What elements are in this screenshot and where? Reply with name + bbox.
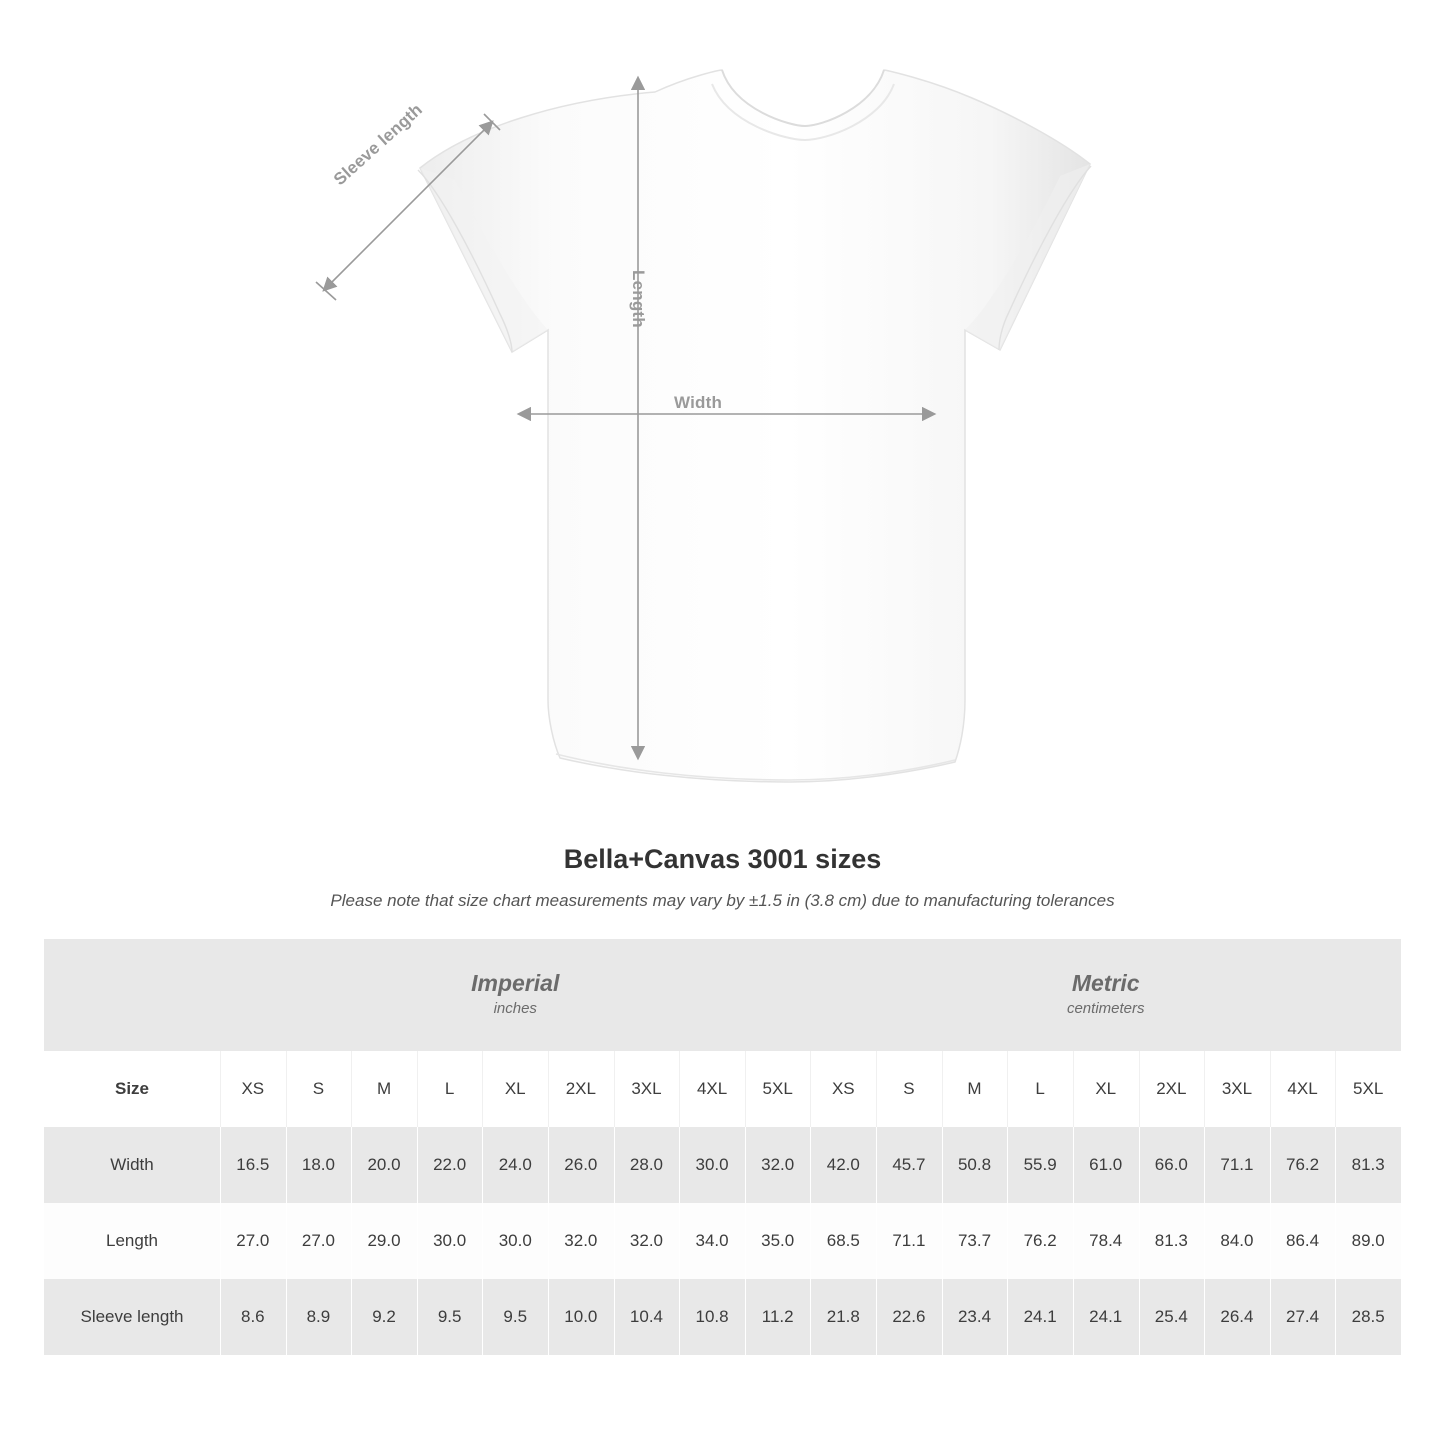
cell-sleeve-9: 21.8	[810, 1279, 876, 1355]
cell-length-5: 32.0	[548, 1203, 614, 1279]
cell-sleeve-15: 26.4	[1204, 1279, 1270, 1355]
cell-length-6: 32.0	[614, 1203, 680, 1279]
size-col-2xl-metric: 2XL	[1139, 1051, 1205, 1127]
cell-length-10: 71.1	[876, 1203, 942, 1279]
cell-sleeve-16: 27.4	[1270, 1279, 1336, 1355]
table-row	[44, 1203, 1401, 1279]
size-col-xl-metric: XL	[1073, 1051, 1139, 1127]
size-col-xl-imperial: XL	[482, 1051, 548, 1127]
cell-width-15: 71.1	[1204, 1127, 1270, 1203]
table-row	[44, 1279, 1401, 1355]
size-col-xs-metric: XS	[810, 1051, 876, 1127]
cell-length-3: 30.0	[417, 1203, 483, 1279]
table-row	[44, 1127, 1401, 1203]
unit-header-imperial	[220, 939, 810, 1051]
cell-width-0: 16.5	[220, 1127, 286, 1203]
size-col-m-metric: M	[942, 1051, 1008, 1127]
size-col-m-imperial: M	[351, 1051, 417, 1127]
page-title: Bella+Canvas 3001 sizes	[563, 844, 882, 874]
size-table-container	[44, 939, 1401, 1355]
cell-width-16: 76.2	[1270, 1127, 1336, 1203]
cell-width-1: 18.0	[286, 1127, 352, 1203]
cell-sleeve-8: 11.2	[745, 1279, 811, 1355]
cell-width-5: 26.0	[548, 1127, 614, 1203]
size-col-5xl-imperial: 5XL	[745, 1051, 811, 1127]
cell-length-11: 73.7	[942, 1203, 1008, 1279]
cell-sleeve-17: 28.5	[1335, 1279, 1401, 1355]
cell-length-0: 27.0	[220, 1203, 286, 1279]
cell-width-2: 20.0	[351, 1127, 417, 1203]
cell-length-9: 68.5	[810, 1203, 876, 1279]
imperial-name: Imperial	[471, 969, 560, 996]
size-col-xs-imperial: XS	[220, 1051, 286, 1127]
row-label-width: Width	[44, 1127, 220, 1203]
size-col-4xl-metric: 4XL	[1270, 1051, 1336, 1127]
cell-width-13: 61.0	[1073, 1127, 1139, 1203]
size-table	[44, 939, 1401, 1355]
unit-header-metric	[810, 939, 1401, 1051]
unit-header-row	[44, 939, 1401, 1051]
cell-width-17: 81.3	[1335, 1127, 1401, 1203]
row-label-length: Length	[44, 1203, 220, 1279]
cell-width-6: 28.0	[614, 1127, 680, 1203]
cell-width-8: 32.0	[745, 1127, 811, 1203]
cell-sleeve-7: 10.8	[679, 1279, 745, 1355]
cell-width-11: 50.8	[942, 1127, 1008, 1203]
cell-sleeve-1: 8.9	[286, 1279, 352, 1355]
cell-sleeve-12: 24.1	[1007, 1279, 1073, 1355]
cell-length-8: 35.0	[745, 1203, 811, 1279]
imperial-sub: inches	[493, 1000, 537, 1018]
cell-length-1: 27.0	[286, 1203, 352, 1279]
size-col-s-metric: S	[876, 1051, 942, 1127]
size-col-l-imperial: L	[417, 1051, 483, 1127]
cell-length-13: 78.4	[1073, 1203, 1139, 1279]
cell-width-7: 30.0	[679, 1127, 745, 1203]
cell-width-12: 55.9	[1007, 1127, 1073, 1203]
size-header-label: Size	[44, 1051, 220, 1127]
cell-sleeve-5: 10.0	[548, 1279, 614, 1355]
cell-length-17: 89.0	[1335, 1203, 1401, 1279]
cell-sleeve-3: 9.5	[417, 1279, 483, 1355]
cell-sleeve-10: 22.6	[876, 1279, 942, 1355]
unit-header-spacer	[44, 939, 220, 1051]
cell-length-2: 29.0	[351, 1203, 417, 1279]
cell-sleeve-14: 25.4	[1139, 1279, 1205, 1355]
cell-length-12: 76.2	[1007, 1203, 1073, 1279]
size-col-4xl-imperial: 4XL	[679, 1051, 745, 1127]
size-chart-heading	[0, 844, 1445, 911]
shirt-body-shape	[418, 70, 1091, 782]
size-col-l-metric: L	[1007, 1051, 1073, 1127]
size-col-5xl-metric: 5XL	[1335, 1051, 1401, 1127]
cell-length-16: 86.4	[1270, 1203, 1336, 1279]
size-col-3xl-imperial: 3XL	[614, 1051, 680, 1127]
sleeve-length-label: Sleeve length	[330, 99, 427, 190]
cell-width-9: 42.0	[810, 1127, 876, 1203]
cell-sleeve-11: 23.4	[942, 1279, 1008, 1355]
length-label: Length	[629, 270, 648, 328]
size-col-2xl-imperial: 2XL	[548, 1051, 614, 1127]
cell-width-4: 24.0	[482, 1127, 548, 1203]
cell-width-14: 66.0	[1139, 1127, 1205, 1203]
size-header-row	[44, 1051, 1401, 1127]
cell-length-4: 30.0	[482, 1203, 548, 1279]
tolerance-note: Please note that size chart measurements may vary by ±1.5 in (3.8 cm) due to manufacturing tolerances	[330, 891, 1115, 910]
row-label-sleeve-length: Sleeve length	[44, 1279, 220, 1355]
cell-sleeve-4: 9.5	[482, 1279, 548, 1355]
cell-sleeve-0: 8.6	[220, 1279, 286, 1355]
metric-sub: centimeters	[1066, 1000, 1145, 1018]
cell-sleeve-13: 24.1	[1073, 1279, 1139, 1355]
size-col-3xl-metric: 3XL	[1204, 1051, 1270, 1127]
cell-sleeve-6: 10.4	[614, 1279, 680, 1355]
metric-name: Metric	[1071, 969, 1140, 996]
width-label: Width	[674, 393, 723, 412]
cell-length-14: 81.3	[1139, 1203, 1205, 1279]
cell-width-10: 45.7	[876, 1127, 942, 1203]
cell-length-15: 84.0	[1204, 1203, 1270, 1279]
size-col-s-imperial: S	[286, 1051, 352, 1127]
cell-sleeve-2: 9.2	[351, 1279, 417, 1355]
cell-width-3: 22.0	[417, 1127, 483, 1203]
cell-length-7: 34.0	[679, 1203, 745, 1279]
